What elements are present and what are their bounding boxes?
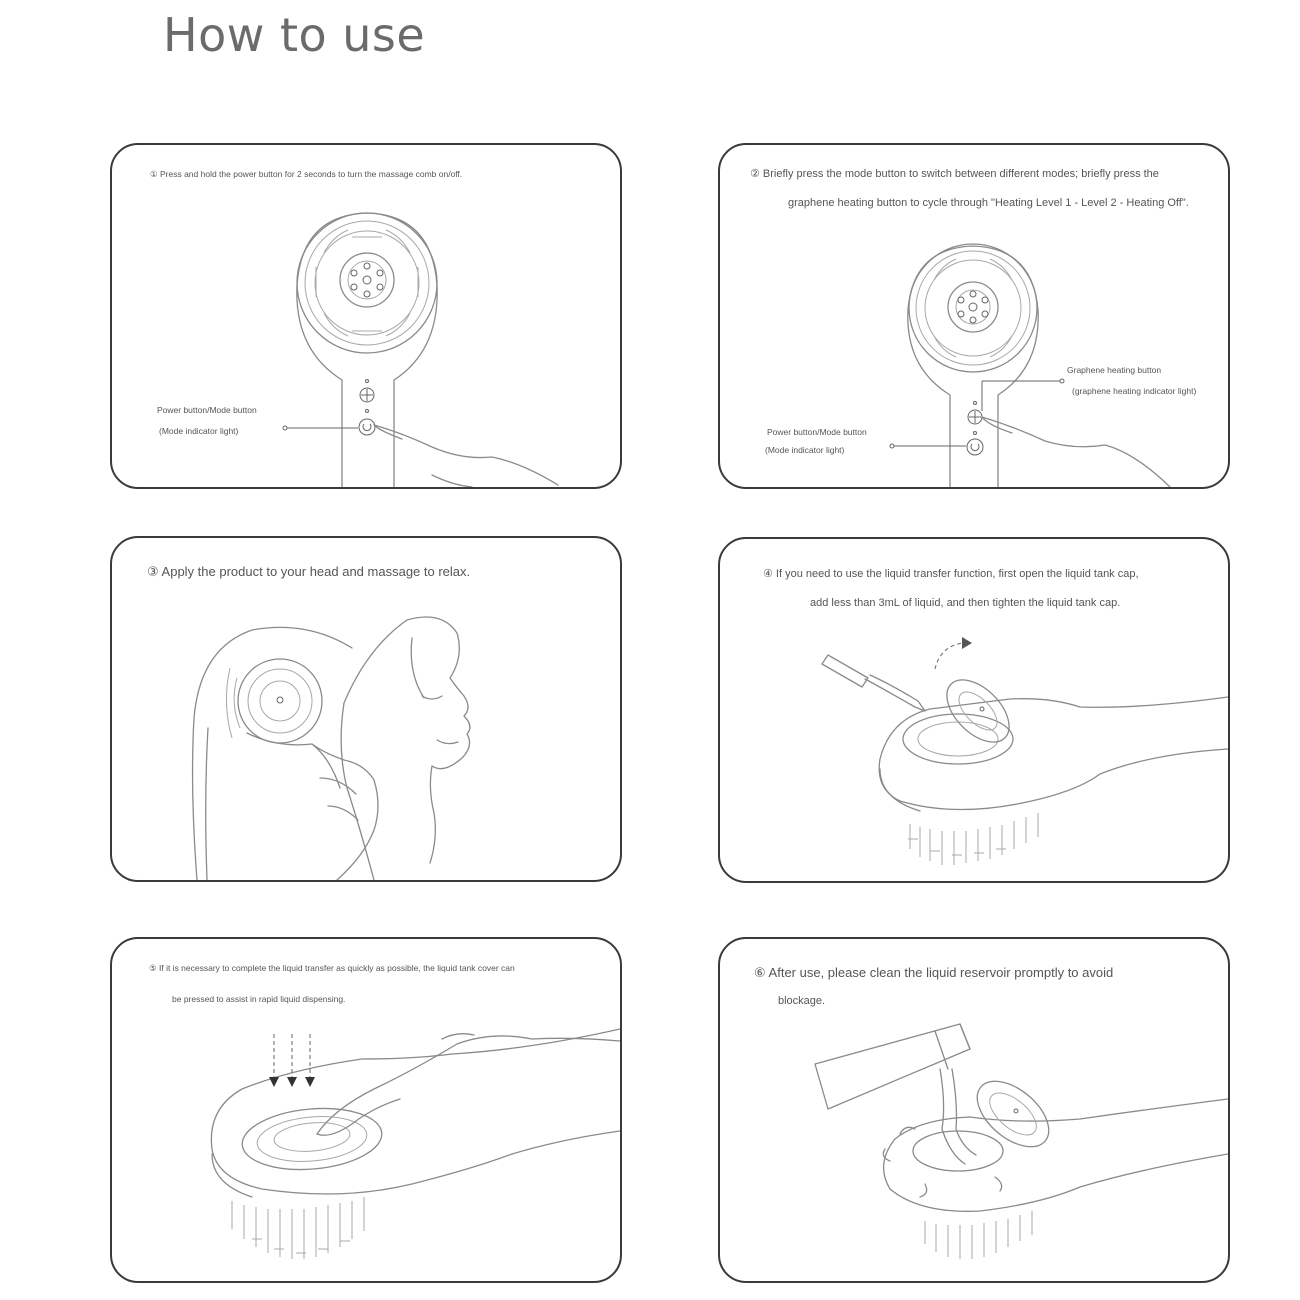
page-title: How to use: [163, 8, 426, 62]
fill-liquid-tank-illustration: [720, 539, 1228, 881]
step-5-card: [110, 937, 622, 1283]
head-massage-illustration: [112, 538, 620, 880]
power-button-label: Power button/Mode button: [157, 405, 257, 415]
step-5-instruction-line-2: be pressed to assist in rapid liquid dispensing.: [172, 994, 346, 1004]
step-2-card: [718, 143, 1230, 489]
step-4-card: [718, 537, 1230, 883]
mode-indicator-label: (Mode indicator light): [765, 445, 845, 455]
step-6-card: [718, 937, 1230, 1283]
power-button-label: Power button/Mode button: [767, 427, 867, 437]
step-4-instruction-line-1: ④ If you need to use the liquid transfer function, first open the liquid tank cap,: [763, 568, 1139, 580]
step-5-instruction-line-1: ⑤ If it is necessary to complete the liquid transfer as quickly as possible, the liquid tank cover can: [149, 963, 515, 973]
graphene-button-label: Graphene heating button: [1067, 365, 1162, 375]
graphene-indicator-label: (graphene heating indicator light): [1072, 386, 1197, 396]
step-1-card: [110, 143, 622, 489]
step-2-instruction-line-2: graphene heating button to cycle through "Heating Level 1 - Level 2 - Heating Off".: [788, 197, 1189, 209]
clean-reservoir-illustration: [720, 939, 1228, 1281]
step-4-instruction-line-2: add less than 3mL of liquid, and then tighten the liquid tank cap.: [810, 597, 1121, 609]
step-3-instruction: ③ Apply the product to your head and massage to relax.: [147, 564, 471, 579]
step-6-instruction-line-1: ⑥ After use, please clean the liquid reservoir promptly to avoid: [754, 965, 1114, 980]
mode-indicator-label: (Mode indicator light): [159, 426, 239, 436]
step-3-card: [110, 536, 622, 882]
step-6-instruction-line-2: blockage.: [778, 995, 826, 1007]
press-tank-cover-illustration: [112, 939, 620, 1281]
step-1-instruction: ① Press and hold the power button for 2 seconds to turn the massage comb on/off.: [150, 169, 463, 179]
step-2-instruction-line-1: ② Briefly press the mode button to switch between different modes; briefly press the: [750, 168, 1159, 180]
